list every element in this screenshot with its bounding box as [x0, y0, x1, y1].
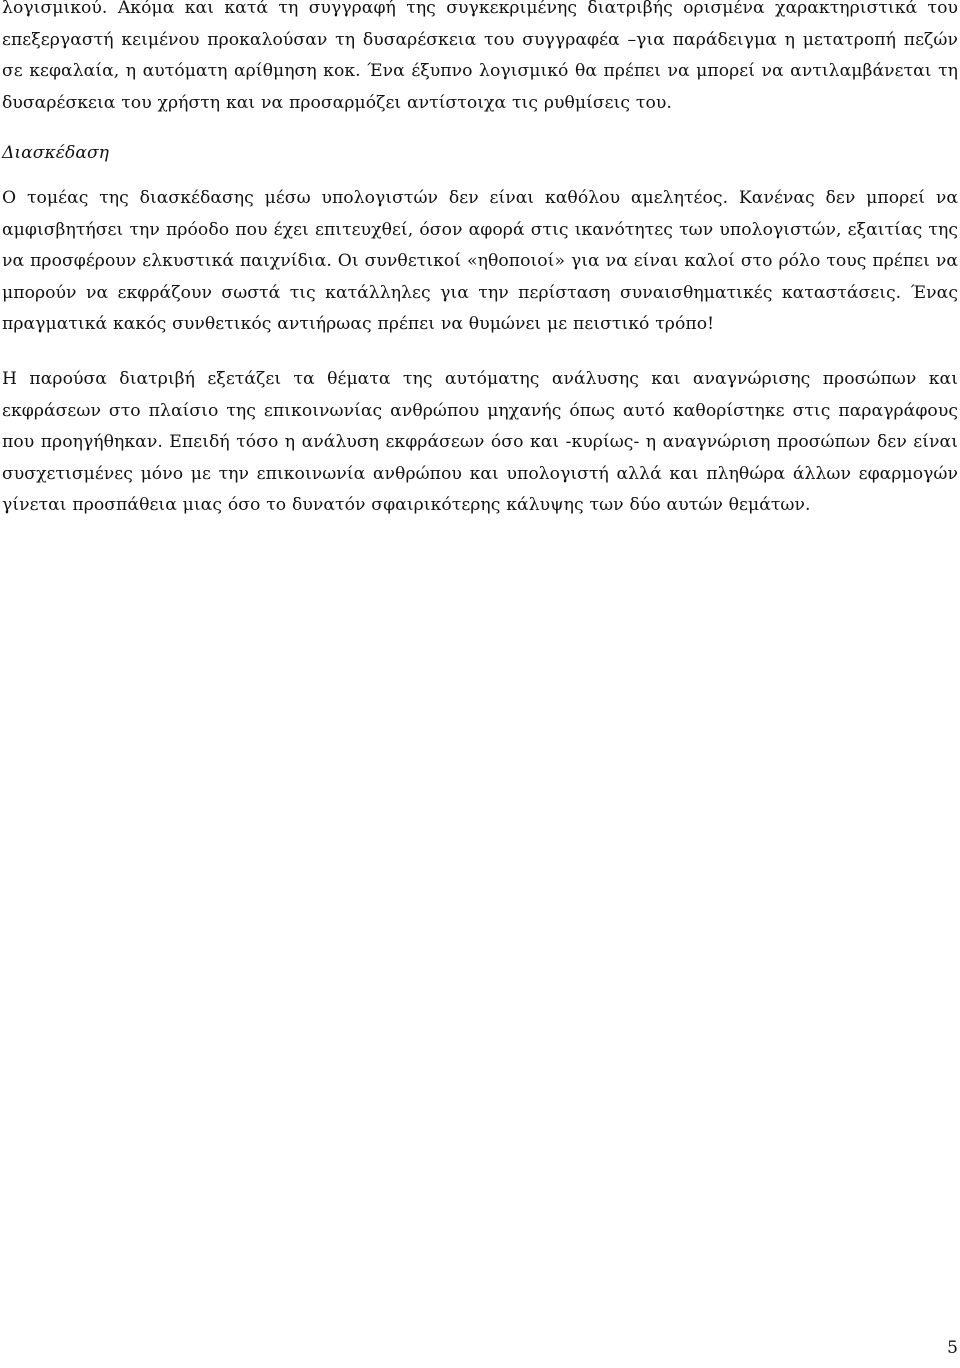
section-heading-entertainment: Διασκέδαση [2, 143, 109, 163]
paragraph-thesis-scope: Η παρούσα διατριβή εξετάζει τα θέματα της αυτόματης ανάλυσης και αναγνώρισης προσώπων και εκφράσεων στο πλαίσιο της επικοινωνίας ανθρώπου μηχανής όπως αυτό καθορίστηκε στις παραγράφους που προηγήθηκαν. Επειδή τόσο η ανάλυση εκφράσεων όσο και -κυρίως- η αναγνώριση προσώπων δεν είναι συσχετισμένες μόνο με την επικοινωνία ανθρώπου και υπολογιστή αλλά και πληθώρα άλλων εφαρμογών γίνεται προσπάθεια μιας όσο το δυνατόν σφαιρικότερης κάλυψης των δύο αυτών θεμάτων. [2, 369, 958, 515]
paragraph-software-adaptation: λογισμικού. Ακόμα και κατά τη συγγραφή της συγκεκριμένης διατριβής ορισμένα χαρακτηριστικά του επεξεργαστή κειμένου προκαλούσαν τη δυσαρέσκεια του συγγραφέα –για παράδειγμα η μετατροπή πεζών σε κεφαλαία, η αυτόματη αρίθμηση κοκ. Ένα έξυπνο λογισμικό θα πρέπει να μπορεί να αντιλαμβάνεται τη δυσαρέσκεια του χρήστη και να προσαρμόζει αντίστοιχα τις ρυθμίσεις του. [2, 0, 958, 113]
page-number: 5 [947, 1338, 958, 1358]
paragraph-entertainment: Ο τομέας της διασκέδασης μέσω υπολογιστών δεν είναι καθόλου αμελητέος. Κανένας δεν μπορεί να αμφισβητήσει την πρόοδο που έχει επιτευχθεί, όσον αφορά στις ικανότητες των υπολογιστών, εξαιτίας της να προσφέρουν ελκυστικά παιχνίδια. Οι συνθετικοί «ηθοποιοί» για να είναι καλοί στο ρόλο τους πρέπει να μπορούν να εκφράζουν σωστά τις κατάλληλες για την περίσταση συναισθηματικές καταστάσεις. Ένας πραγματικά κακός συνθετικός αντιήρωας πρέπει να θυμώνει με πειστικό τρόπο! [2, 188, 958, 334]
